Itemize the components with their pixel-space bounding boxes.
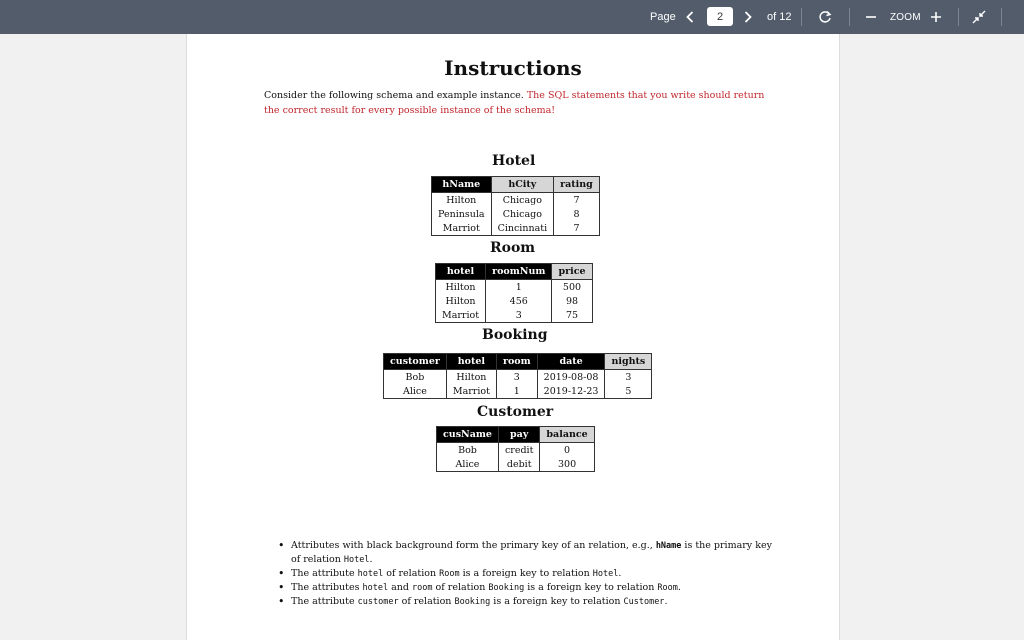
note-text: . [677, 582, 681, 593]
column-header: price [552, 264, 592, 280]
table-row [384, 384, 652, 399]
table-cell: 1 [496, 384, 537, 399]
table-header-row [437, 427, 595, 443]
code-text: Booking [454, 597, 491, 607]
intro-red-text: The SQL statements that you write should return the correct result for every possible instance of the schema! [264, 90, 765, 116]
column-header: pay [498, 427, 539, 443]
table-hotel [431, 176, 600, 236]
table-cell: 2019-12-23 [537, 384, 605, 399]
relation-title-hotel: Hotel [492, 153, 536, 169]
table-cell: Hilton [436, 294, 486, 308]
table-header-row [432, 177, 600, 193]
table-cell: 300 [540, 457, 594, 472]
table-cell: Bob [384, 370, 447, 385]
table-row [436, 308, 593, 323]
toolbar-divider [849, 8, 850, 26]
column-header: date [537, 354, 605, 370]
fit-page-button[interactable] [970, 0, 988, 34]
column-header: cusName [437, 427, 499, 443]
notes-list [277, 539, 777, 609]
note-text: of relation [432, 582, 489, 593]
table-cell: Alice [437, 457, 499, 472]
table-cell: Hilton [432, 193, 492, 208]
note-text: . [664, 596, 668, 607]
note-text: is a foreign key to relation [490, 596, 624, 607]
note-text: . [618, 568, 622, 579]
table-cell: Chicago [491, 193, 554, 208]
table-cell: 2019-08-08 [537, 370, 605, 385]
chevron-right-icon [744, 11, 752, 23]
intro-black-text: Consider the following schema and example instance. [264, 90, 524, 101]
collapse-icon [972, 10, 986, 24]
table-booking [383, 353, 652, 399]
next-page-button[interactable] [742, 0, 754, 34]
code-text: customer [357, 597, 399, 607]
table-cell: Alice [384, 384, 447, 399]
chevron-left-icon [686, 11, 694, 23]
column-header: room [496, 354, 537, 370]
note-text: Attributes with black background form the primary key of an relation, e.g., [291, 540, 656, 551]
table-cell: Marriot [432, 221, 492, 236]
table-cell: Peninsula [432, 207, 492, 221]
code-text: Hotel [592, 569, 619, 579]
table-cell: 75 [552, 308, 592, 323]
toolbar-divider [1001, 8, 1002, 26]
reload-icon [818, 10, 832, 24]
column-header: hName [432, 177, 492, 193]
reload-button[interactable] [816, 0, 834, 34]
list-item [277, 581, 777, 595]
table-cell: Hilton [436, 280, 486, 295]
table-row [437, 457, 595, 472]
code-text: Room [657, 583, 678, 593]
plus-icon [930, 11, 942, 23]
note-text: . [369, 554, 373, 565]
note-text: is a foreign key to relation [459, 568, 593, 579]
table-cell: 5 [605, 384, 652, 399]
table-row [436, 280, 593, 295]
table-cell: 7 [554, 193, 600, 208]
prev-page-button[interactable] [684, 0, 696, 34]
column-header: nights [605, 354, 652, 370]
table-cell: 7 [554, 221, 600, 236]
table-cell: 8 [554, 207, 600, 221]
table-cell: 500 [552, 280, 592, 295]
column-header: roomNum [486, 264, 552, 280]
column-header: customer [384, 354, 447, 370]
intro-text [264, 89, 774, 118]
relation-title-customer: Customer [477, 404, 554, 420]
column-header: hotel [436, 264, 486, 280]
zoom-in-button[interactable] [928, 0, 944, 34]
list-item [277, 539, 777, 567]
page-count: of 12 [767, 11, 792, 23]
column-header: hotel [446, 354, 496, 370]
note-text: The attribute [291, 596, 358, 607]
pdf-page [186, 34, 840, 640]
table-cell: Bob [437, 443, 499, 458]
table-cell: Hilton [446, 370, 496, 385]
page-label: Page [650, 11, 676, 23]
note-text: The attribute [291, 568, 358, 579]
page-number-input[interactable] [707, 7, 733, 26]
relation-title-room: Room [490, 240, 536, 256]
relation-title-booking: Booking [482, 327, 548, 343]
table-cell: debit [498, 457, 539, 472]
pdf-toolbar [0, 0, 1024, 34]
note-text: of relation [383, 568, 440, 579]
code-text: Booking [488, 583, 525, 593]
table-row [432, 221, 600, 236]
code-text: hName [655, 541, 682, 551]
table-cell: Chicago [491, 207, 554, 221]
toolbar-divider [801, 8, 802, 26]
code-text: Hotel [343, 555, 370, 565]
table-customer [436, 426, 595, 472]
table-cell: Marriot [436, 308, 486, 323]
code-text: Customer [623, 597, 665, 607]
zoom-out-button[interactable] [864, 0, 878, 34]
column-header: balance [540, 427, 594, 443]
table-row [432, 207, 600, 221]
table-cell: 3 [486, 308, 552, 323]
toolbar-divider [958, 8, 959, 26]
table-cell: Marriot [446, 384, 496, 399]
table-cell: 98 [552, 294, 592, 308]
code-text: hotel [362, 583, 389, 593]
table-cell: credit [498, 443, 539, 458]
table-cell: 456 [486, 294, 552, 308]
note-text: The attributes [291, 582, 363, 593]
code-text: room [412, 583, 433, 593]
table-row [432, 193, 600, 208]
note-text: of relation [398, 596, 455, 607]
minus-icon [865, 11, 877, 23]
table-header-row [436, 264, 593, 280]
table-cell: 3 [605, 370, 652, 385]
note-text: is the primary key of relation [291, 540, 772, 565]
table-row [437, 443, 595, 458]
table-row [384, 370, 652, 385]
table-cell: Cincinnati [491, 221, 554, 236]
column-header: rating [554, 177, 600, 193]
table-room [435, 263, 593, 323]
zoom-label: ZOOM [890, 11, 921, 23]
table-cell: 0 [540, 443, 594, 458]
table-row [436, 294, 593, 308]
code-text: hotel [357, 569, 384, 579]
page-title: Instructions [444, 56, 582, 80]
column-header: hCity [491, 177, 554, 193]
table-cell: 1 [486, 280, 552, 295]
note-text: and [388, 582, 413, 593]
list-item [277, 567, 777, 581]
list-item [277, 595, 777, 609]
code-text: Room [439, 569, 460, 579]
table-header-row [384, 354, 652, 370]
note-text: is a foreign key to relation [524, 582, 658, 593]
table-cell: 3 [496, 370, 537, 385]
